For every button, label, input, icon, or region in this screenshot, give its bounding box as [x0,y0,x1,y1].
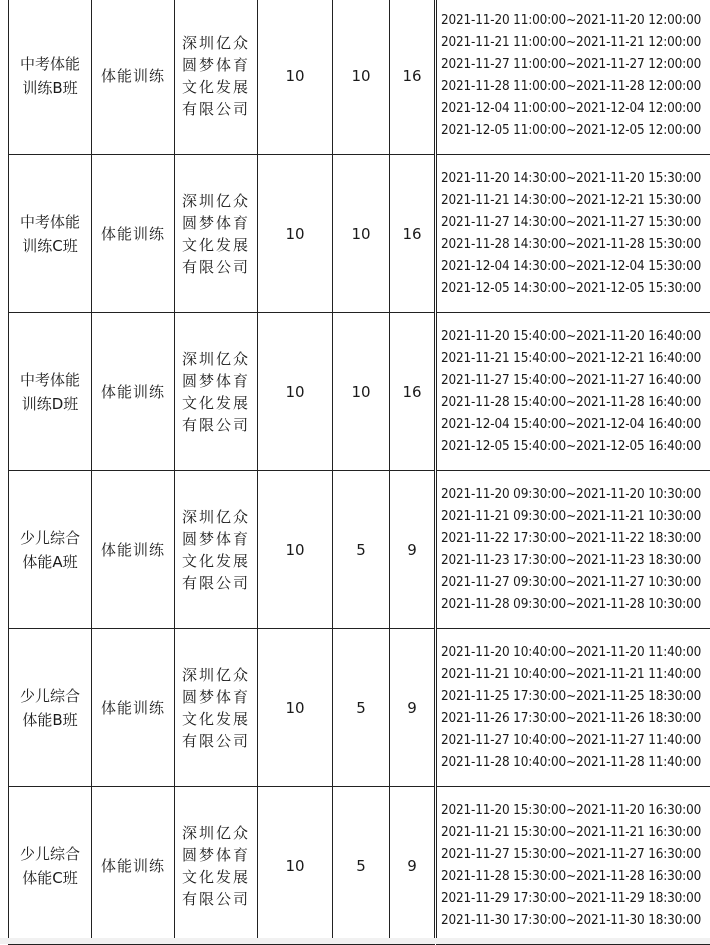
course-name-cell [9,313,92,471]
table-row [9,313,710,471]
time-slot-list [437,166,710,302]
time-slot: 2021-11-21 09:30:00~2021-11-21 10:30:00 [441,506,710,528]
value-b-cell [333,313,390,471]
table-row [9,0,710,155]
time-slot: 2021-11-27 11:00:00~2021-11-27 12:00:00 [441,54,710,76]
value-c-cell [390,787,436,945]
value-a: 10 [285,383,304,401]
table-row [9,629,710,787]
value-b-cell [333,0,390,155]
course-name-cell [9,629,92,787]
time-slot: 2021-11-20 15:30:00~2021-11-20 16:30:00 [441,800,710,822]
time-slot: 2021-11-30 17:30:00~2021-11-30 18:30:00 [441,910,710,932]
time-slots-cell [436,155,710,313]
organizer-cell [175,0,258,155]
time-slots-cell [436,0,710,155]
organizer-name: 深圳亿众圆梦体育文化发展有限公司 [182,506,250,594]
time-slot: 2021-11-28 10:40:00~2021-11-28 11:40:00 [441,752,710,774]
time-slot: 2021-11-20 11:00:00~2021-11-20 12:00:00 [441,10,710,32]
course-name: 中考体能训练C班 [14,210,86,258]
value-a-cell [258,629,333,787]
time-slot: 2021-11-28 15:30:00~2021-11-28 16:30:00 [441,866,710,888]
course-name-cell [9,471,92,629]
value-c: 9 [407,541,417,559]
value-b: 10 [351,383,370,401]
category-cell [92,629,175,787]
value-a: 10 [285,857,304,875]
value-b: 5 [356,699,366,717]
page-bottom-strip [0,938,710,944]
organizer-name: 深圳亿众圆梦体育文化发展有限公司 [182,822,250,910]
category-cell [92,471,175,629]
value-b-cell [333,787,390,945]
organizer-name: 深圳亿众圆梦体育文化发展有限公司 [182,190,250,278]
time-slot: 2021-11-27 14:30:00~2021-11-27 15:30:00 [441,212,710,234]
value-c-cell [390,0,436,155]
value-c: 9 [407,699,417,717]
time-slot: 2021-11-27 15:40:00~2021-11-27 16:40:00 [441,370,710,392]
course-category: 体能训练 [101,67,165,85]
time-slot: 2021-11-21 15:30:00~2021-11-21 16:30:00 [441,822,710,844]
course-name: 中考体能训练D班 [14,368,86,416]
time-slot: 2021-11-28 15:40:00~2021-11-28 16:40:00 [441,392,710,414]
time-slot: 2021-11-26 17:30:00~2021-11-26 18:30:00 [441,708,710,730]
time-slots-cell [436,629,710,787]
time-slot: 2021-11-20 15:40:00~2021-11-20 16:40:00 [441,326,710,348]
value-a: 10 [285,225,304,243]
time-slot-list [437,8,710,144]
table-row [9,787,710,945]
time-slot: 2021-12-05 11:00:00~2021-12-05 12:00:00 [441,120,710,142]
organizer-name: 深圳亿众圆梦体育文化发展有限公司 [182,348,250,436]
time-slot: 2021-11-22 17:30:00~2021-11-22 18:30:00 [441,528,710,550]
time-slot: 2021-11-27 09:30:00~2021-11-27 10:30:00 [441,572,710,594]
value-a: 10 [285,699,304,717]
organizer-name: 深圳亿众圆梦体育文化发展有限公司 [182,664,250,752]
value-a-cell [258,313,333,471]
time-slot: 2021-11-29 17:30:00~2021-11-29 18:30:00 [441,888,710,910]
course-name-cell [9,155,92,313]
time-slot: 2021-11-28 09:30:00~2021-11-28 10:30:00 [441,594,710,616]
time-slot: 2021-11-20 14:30:00~2021-11-20 15:30:00 [441,168,710,190]
course-name: 中考体能训练B班 [14,52,86,100]
value-b: 10 [351,225,370,243]
time-slot: 2021-11-27 15:30:00~2021-11-27 16:30:00 [441,844,710,866]
course-name: 少儿综合体能A班 [14,526,86,574]
schedule-sheet [8,0,706,945]
time-slot: 2021-11-28 11:00:00~2021-11-28 12:00:00 [441,76,710,98]
value-a-cell [258,787,333,945]
course-name-cell [9,787,92,945]
value-c-cell [390,629,436,787]
time-slot-list [437,640,710,776]
organizer-cell [175,787,258,945]
time-slot-list [437,482,710,618]
time-slot: 2021-11-21 15:40:00~2021-12-21 16:40:00 [441,348,710,370]
course-category: 体能训练 [101,541,165,559]
value-c-cell [390,155,436,313]
organizer-name: 深圳亿众圆梦体育文化发展有限公司 [182,32,250,120]
time-slot: 2021-12-04 15:40:00~2021-12-04 16:40:00 [441,414,710,436]
value-a-cell [258,0,333,155]
value-b: 5 [356,857,366,875]
category-cell [92,155,175,313]
time-slot: 2021-11-21 14:30:00~2021-12-21 15:30:00 [441,190,710,212]
course-name-cell [9,0,92,155]
time-slot: 2021-11-28 14:30:00~2021-11-28 15:30:00 [441,234,710,256]
value-a: 10 [285,541,304,559]
value-a: 10 [285,67,304,85]
time-slot: 2021-11-27 10:40:00~2021-11-27 11:40:00 [441,730,710,752]
course-name: 少儿综合体能B班 [14,684,86,732]
time-slot: 2021-12-04 11:00:00~2021-12-04 12:00:00 [441,98,710,120]
time-slot: 2021-11-20 09:30:00~2021-11-20 10:30:00 [441,484,710,506]
time-slot: 2021-11-25 17:30:00~2021-11-25 18:30:00 [441,686,710,708]
category-cell [92,787,175,945]
value-c: 16 [402,225,421,243]
time-slots-cell [436,471,710,629]
organizer-cell [175,629,258,787]
value-c: 16 [402,67,421,85]
value-c-cell [390,313,436,471]
time-slot-list [437,324,710,460]
value-b-cell [333,471,390,629]
time-slot: 2021-11-21 11:00:00~2021-11-21 12:00:00 [441,32,710,54]
organizer-cell [175,313,258,471]
time-slot: 2021-11-20 10:40:00~2021-11-20 11:40:00 [441,642,710,664]
table-row [9,471,710,629]
organizer-cell [175,471,258,629]
value-b: 5 [356,541,366,559]
value-c: 9 [407,857,417,875]
value-a-cell [258,155,333,313]
time-slot-list [437,798,710,934]
course-name: 少儿综合体能C班 [14,842,86,890]
course-category: 体能训练 [101,857,165,875]
time-slot: 2021-12-05 15:40:00~2021-12-05 16:40:00 [441,436,710,458]
organizer-cell [175,155,258,313]
time-slot: 2021-11-21 10:40:00~2021-11-21 11:40:00 [441,664,710,686]
value-c-cell [390,471,436,629]
value-c: 16 [402,383,421,401]
category-cell [92,313,175,471]
time-slots-cell [436,313,710,471]
course-category: 体能训练 [101,699,165,717]
schedule-table-body [9,0,710,945]
course-category: 体能训练 [101,225,165,243]
value-a-cell [258,471,333,629]
time-slot: 2021-11-23 17:30:00~2021-11-23 18:30:00 [441,550,710,572]
time-slot: 2021-12-05 14:30:00~2021-12-05 15:30:00 [441,278,710,300]
schedule-table [8,0,710,945]
time-slot: 2021-12-04 14:30:00~2021-12-04 15:30:00 [441,256,710,278]
category-cell [92,0,175,155]
value-b-cell [333,155,390,313]
value-b-cell [333,629,390,787]
course-category: 体能训练 [101,383,165,401]
table-row [9,155,710,313]
time-slots-cell [436,787,710,945]
value-b: 10 [351,67,370,85]
